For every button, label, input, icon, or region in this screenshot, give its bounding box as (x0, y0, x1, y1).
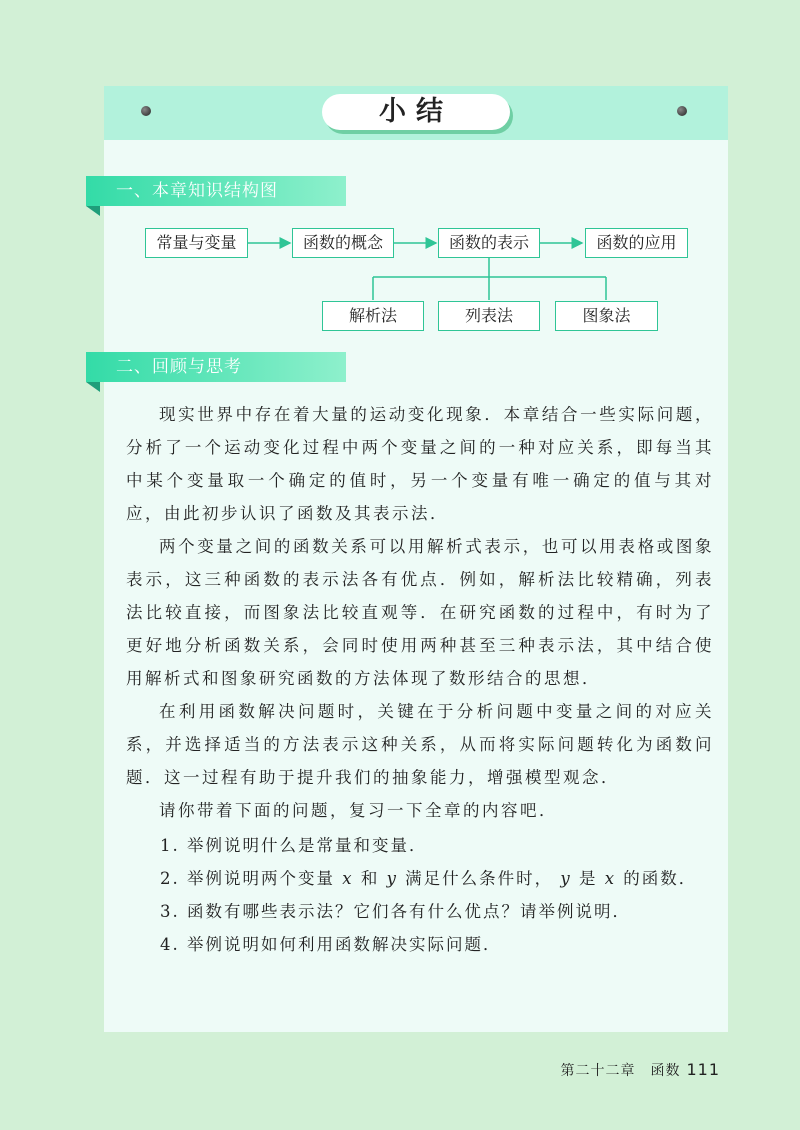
var-x: x (604, 869, 617, 888)
section-heading-structure: 一、本章知识结构图 (86, 176, 346, 206)
page-number: 111 (686, 1060, 720, 1079)
q2-text-a: 2. 举例说明两个变量 (160, 869, 335, 888)
node-analytic-method: 解析法 (322, 301, 424, 331)
paragraph-4: 请你带着下面的问题，复习一下全章的内容吧． (159, 801, 558, 820)
paragraph-1: 现实世界中存在着大量的运动变化现象．本章结合一些实际问题，分析了一个运动变化过程中两个变量之间的一种对应关系，即每当其中某个变量取一个确定的值时，另一个变量有唯一确定的值与其对应，由此初步认识了函数及其表示法． (126, 405, 714, 523)
node-graph-method: 图象法 (555, 301, 658, 331)
node-constants-variables: 常量与变量 (145, 228, 248, 258)
node-function-concept: 函数的概念 (292, 228, 394, 258)
chapter-label: 第二十二章 函数 (560, 1063, 681, 1079)
q2-text-and: 和 (360, 869, 380, 888)
q2-text-b: 满足什么条件时， (405, 869, 554, 888)
node-function-application: 函数的应用 (585, 228, 688, 258)
page-footer (560, 1060, 720, 1080)
var-x: x (342, 869, 354, 888)
paragraph-3: 在利用函数解决问题时，关键在于分析问题中变量之间的对应关系，并选择适当的方法表示这种关系，从而将实际问题转化为函数问题．这一过程有助于提升我们的抽象能力，增强模型观念． (126, 702, 714, 787)
section-heading-fold (86, 382, 100, 392)
question-4: 4. 举例说明如何利用函数解决实际问题． (160, 935, 502, 954)
node-function-representation: 函数的表示 (438, 228, 540, 258)
node-table-method: 列表法 (438, 301, 540, 331)
question-3: 3. 函数有哪些表示法？它们各有什么优点？请举例说明． (160, 902, 631, 921)
question-2 (160, 867, 697, 891)
q2-text-d: 的函数． (623, 869, 698, 888)
page-title: 小结 (322, 94, 510, 130)
paragraph-2: 两个变量之间的函数关系可以用解析式表示，也可以用表格或图象表示，这三种函数的表示法各有优点．例如，解析法比较精确，列表法比较直接，而图象法比较直观等．在研究函数的过程中，有时为了更好地分析函数关系，会同时使用两种甚至三种表示法，其中结合使用解析式和图象研究函数的方法体现了数形结合的思想． (126, 537, 714, 688)
var-y: y (560, 869, 572, 888)
q2-text-c: 是 (578, 869, 598, 888)
section-heading-review: 二、回顾与思考 (86, 352, 346, 382)
question-1: 1. 举例说明什么是常量和变量． (160, 836, 428, 855)
var-y: y (386, 869, 398, 888)
